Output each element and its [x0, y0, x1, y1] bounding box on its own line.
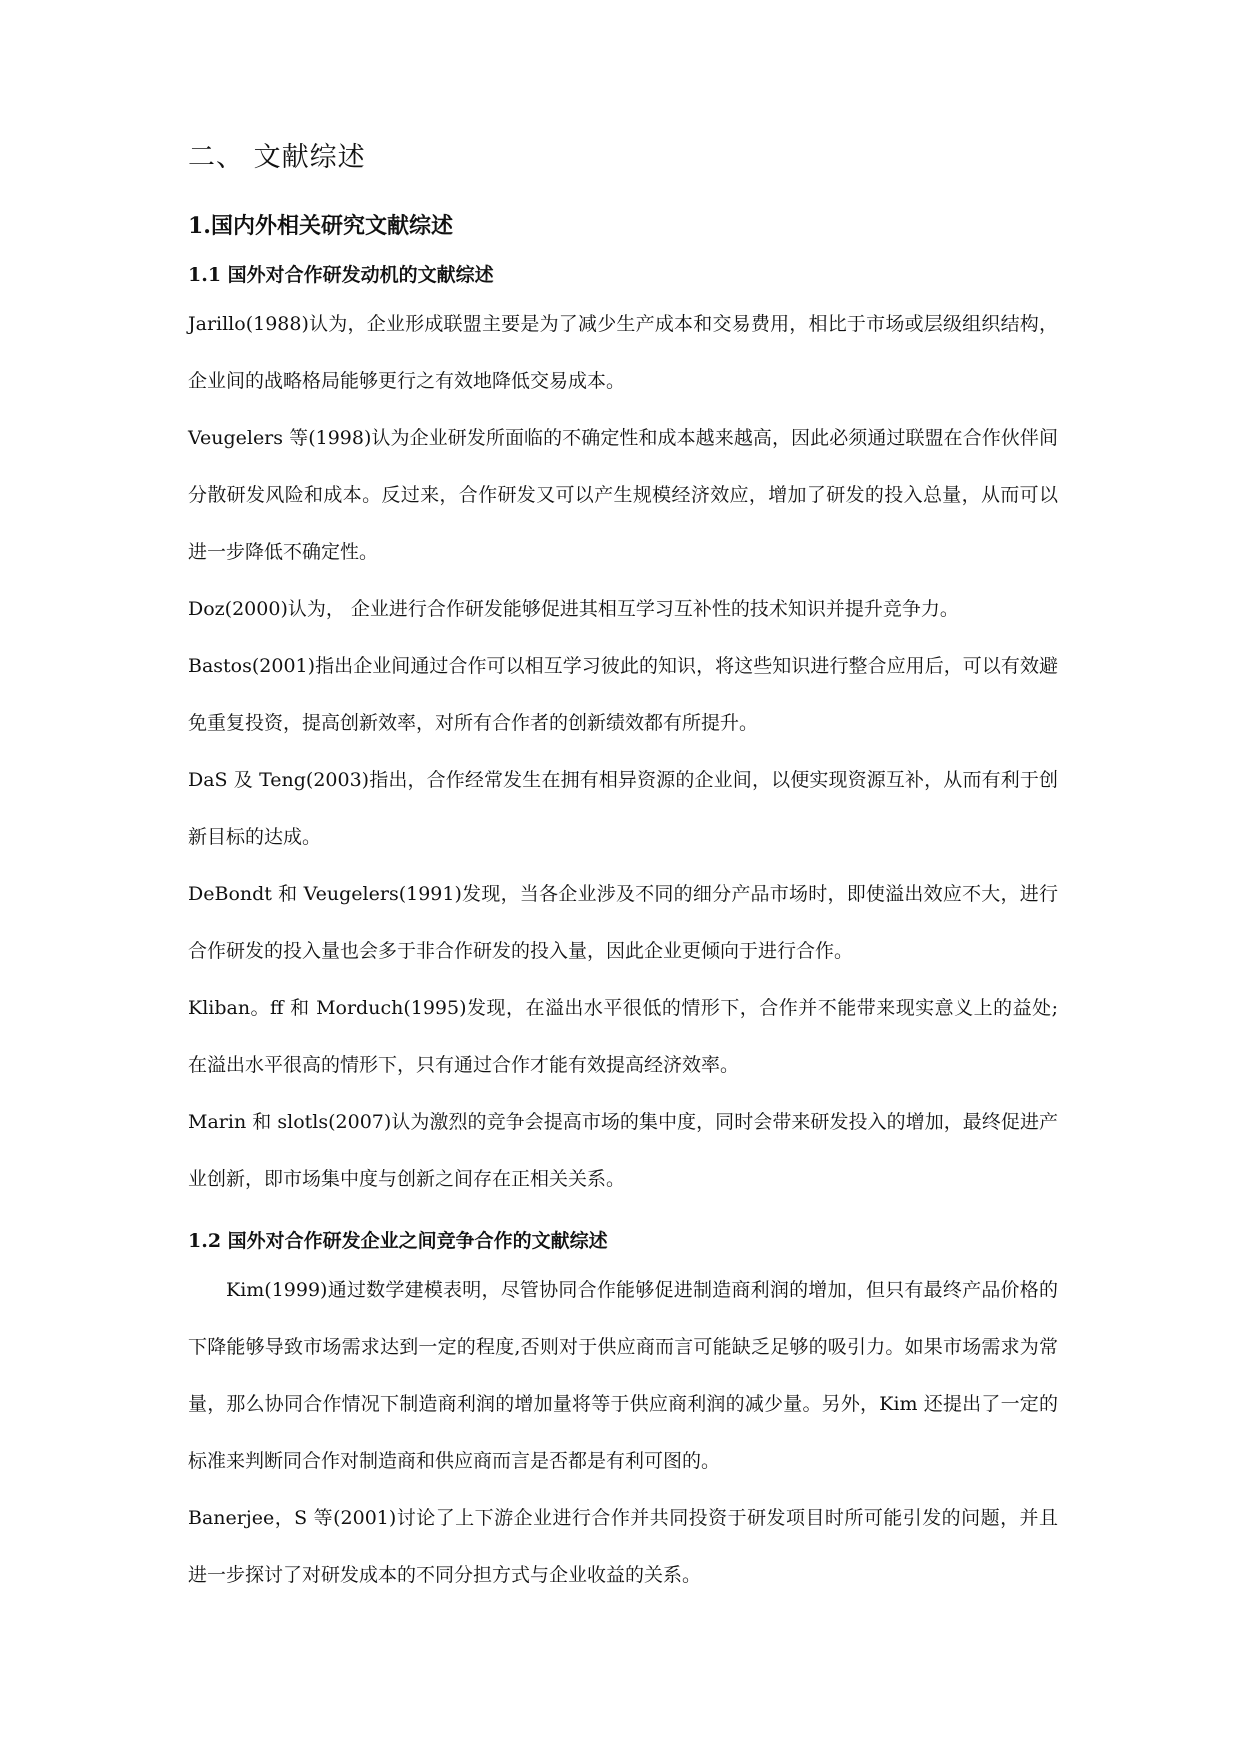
- paragraph-doz: Doz(2000)认为， 企业进行合作研发能够促进其相互学习互补性的技术知识并提升竞争力。: [188, 598, 959, 620]
- paragraph-jarillo: Jarillo(1988)认为，企业形成联盟主要是为了减少生产成本和交易费用，相比于市场或层级组织结构，企业间的战略格局能够更行之有效地降低交易成本。: [188, 313, 1058, 392]
- paragraph-kim: Kim(1999)通过数学建模表明，尽管协同合作能够促进制造商利润的增加，但只有最终产品价格的下降能够导致市场需求达到一定的程度,否则对于供应商而言可能缺乏足够的吸引力。如果市场需求为常量，那么协同合作情况下制造商利润的增加量将等于供应商利润的减少量。另外，Kim 还提出了一定的标准来判断同合作对制造商和供应商而言是否都是有利可图的。: [188, 1279, 1058, 1472]
- paragraph-bastos: Bastos(2001)指出企业间通过合作可以相互学习彼此的知识，将这些知识进行整合应用后，可以有效避免重复投资，提高创新效率，对所有合作者的创新绩效都有所提升。: [188, 655, 1058, 734]
- subsection-title-1-2: 1.2 国外对合作研发企业之间竞争合作的文献综述: [188, 1230, 608, 1252]
- paragraph-debondt: DeBondt 和 Veugelers(1991)发现，当各企业涉及不同的细分产品市场时，即使溢出效应不大，进行合作研发的投入量也会多于非合作研发的投入量，因此企业更倾向于进行合作。: [188, 883, 1058, 962]
- section-title: 1.国内外相关研究文献综述: [188, 213, 453, 239]
- paragraph-marin: Marin 和 slotls(2007)认为激烈的竞争会提高市场的集中度，同时会带来研发投入的增加，最终促进产业创新，即市场集中度与创新之间存在正相关关系。: [188, 1111, 1058, 1190]
- subsection-title-1-1: 1.1 国外对合作研发动机的文献综述: [188, 264, 494, 286]
- paragraph-veugelers: Veugelers 等(1998)认为企业研发所面临的不确定性和成本越来越高，因此必须通过联盟在合作伙伴间分散研发风险和成本。反过来，合作研发又可以产生规模经济效应，增加了研发的投入总量，从而可以进一步降低不确定性。: [188, 427, 1058, 563]
- document-page: [188, 130, 1058, 1604]
- paragraph-das-teng: DaS 及 Teng(2003)指出，合作经常发生在拥有相异资源的企业间，以便实现资源互补，从而有利于创新目标的达成。: [188, 769, 1058, 848]
- chapter-title: 二、 文献综述: [188, 142, 366, 173]
- paragraph-banerjee: Banerjee，S 等(2001)讨论了上下游企业进行合作并共同投资于研发项目时所可能引发的问题，并且进一步探讨了对研发成本的不同分担方式与企业收益的关系。: [188, 1507, 1058, 1586]
- paragraph-klibanoff: Kliban。ff 和 Morduch(1995)发现，在溢出水平很低的情形下，合作并不能带来现实意义上的益处;在溢出水平很高的情形下，只有通过合作才能有效提高经济效率。: [188, 997, 1058, 1076]
